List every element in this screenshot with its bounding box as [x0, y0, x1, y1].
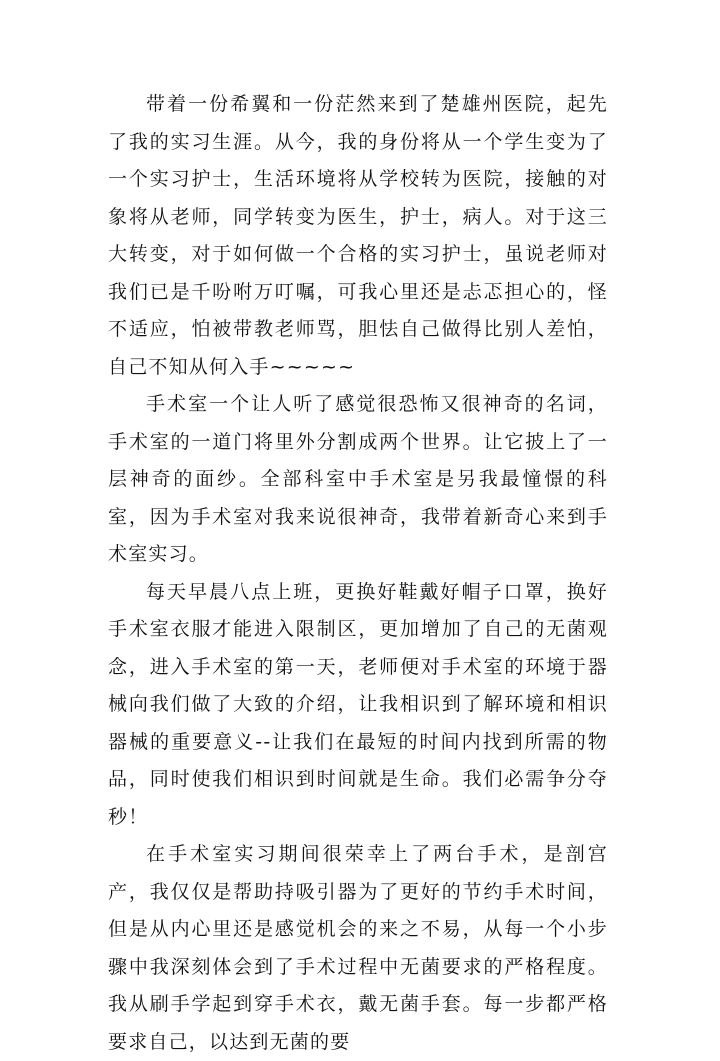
paragraph-2: 手术室一个让人听了感觉很恐怖又很神奇的名词，手术室的一道门将里外分割成两个世界。让它披上了一层神奇的面纱。全部科室中手术室是另我最憧憬的科室，因为手术室对我来说很神奇，我带着新奇心来到手术室实习。	[108, 393, 608, 565]
paragraph-3: 每天早晨八点上班，更换好鞋戴好帽子口罩，换好手术室衣服才能进入限制区，更加增加了自己的无菌观念，进入手术室的第一天，老师便对手术室的环境于器械向我们做了大致的介绍，让我相识到了解环境和相识器械的重要意义--让我们在最短的时间内找到所需的物品，同时使我们相识到时间就是生命。我们必需争分夺秒！	[108, 580, 608, 828]
paragraph-1: 带着一份希翼和一份茫然来到了楚雄州医院，起先了我的实习生涯。从今，我的身份将从一个学生变为了一个实习护士，生活环境将从学校转为医院，接触的对象将从老师，同学转变为医生，护士，病人。对于这三大转变，对于如何做一个合格的实习护士，虽说老师对我们已是千吩咐万叮嘱，可我心里还是忐忑担心的，怪不适应，怕被带教老师骂，胆怯自己做得比别人差怕，自己不知从何入手~~~~~	[108, 93, 608, 378]
paragraph-4: 在手术室实习期间很荣幸上了两台手术，是剖宫产，我仅仅是帮助持吸引器为了更好的节约手术时间，但是从内心里还是感觉机会的来之不易，从每一个小步骤中我深刻体会到了手术过程中无菌要求的严格程度。我从刷手学起到穿手术衣，戴无菌手套。每一步都严格要求自己，以达到无菌的要	[108, 843, 608, 1053]
document-page	[108, 86, 608, 1061]
